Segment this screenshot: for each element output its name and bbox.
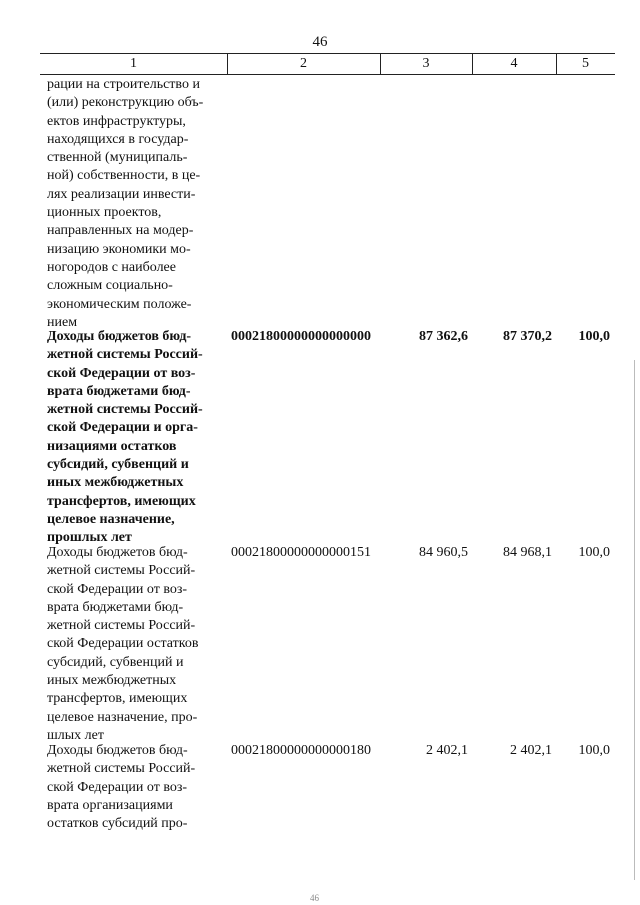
row-name-line: жетной системы Россий- [47,402,203,418]
header-col-3: 3 [380,54,473,74]
row-name-line: субсидий, субвенций и [47,654,184,670]
row-name-line: жетной системы Россий- [47,761,196,777]
header-col-4: 4 [472,54,557,74]
row-name-line: ногородов с наиболее [47,259,176,275]
row-name-line: ской Федерации остатков [47,636,199,652]
row-name-line: ектов инфраструктуры, [47,113,186,129]
row-col4-value: 2 402,1 [510,743,552,758]
row-name-line: врата бюджетами бюд- [47,599,184,615]
row-name-line: врата бюджетами бюд- [47,383,191,399]
row-name-line: рации на строительство и [47,77,200,92]
row-name-line: ской Федерации от воз- [47,779,188,795]
row-name-line: лях реализации инвести- [47,186,196,202]
row-code: 00021800000000000180 [231,743,371,758]
row-name-line: иных межбюджетных [47,475,184,491]
row-name-line: жетной системы Россий- [47,347,203,363]
row-name-line: прошлых лет [47,530,132,546]
row-name-line: Доходы бюджетов бюд- [47,329,192,344]
row-name-line: трансфертов, имеющих [47,691,188,707]
row-col3-value: 87 362,6 [419,329,468,344]
row-name-line: ционных проектов, [47,205,162,221]
row-col5-value: 100,0 [578,329,610,344]
row-name-line: жетной системы Россий- [47,563,196,579]
header-col-5: 5 [582,56,589,71]
row-name-line: иных межбюджетных [47,673,177,689]
row-name-line: экономическим положе- [47,296,192,312]
row-name-line: направленных на модер- [47,223,194,239]
row-col3-value: 84 960,5 [419,545,468,560]
row-code: 00021800000000000000 [231,329,371,344]
row-name-line: нием [47,314,78,330]
row-name-line: ской Федерации и орга- [47,420,198,436]
header-col-1: 1 [40,54,228,74]
row-col5-value: 100,0 [578,743,610,758]
row-name [47,742,225,833]
row-col3-value: 2 402,1 [426,743,468,758]
row-name-line: врата организациями [47,797,173,813]
row-name-line: (или) реконструкцию объ- [47,95,204,111]
row-name-line: низацию экономики мо- [47,241,191,257]
row-name-line: шлых лет [47,727,104,743]
page-number: 46 [312,34,328,50]
header-col-2: 2 [227,54,381,74]
row-name [47,76,225,332]
footer-page-mark: 46 [310,893,319,903]
row-name-line: ской Федерации от воз- [47,581,188,597]
row-name-line: субсидий, субвенций и [47,457,189,473]
row-col5-value: 100,0 [578,545,610,560]
row-name-line: ной) собственности, в це- [47,168,201,184]
row-name-line: остатков субсидий про- [47,816,188,832]
row-name [47,328,225,548]
row-name-line: целевое назначение, про- [47,709,198,725]
row-name-line: ственной (муниципаль- [47,150,188,166]
row-name [47,544,225,745]
table-header [40,53,615,75]
row-name-line: жетной системы Россий- [47,618,196,634]
row-name-line: Доходы бюджетов бюд- [47,545,188,560]
row-name-line: сложным социально- [47,278,173,294]
row-name-line: ской Федерации от воз- [47,365,196,381]
row-code: 00021800000000000151 [231,545,371,560]
row-col4-value: 87 370,2 [503,329,552,344]
row-name-line: низациями остатков [47,438,177,454]
row-name-line: трансфертов, имеющих [47,493,196,509]
row-name-line: Доходы бюджетов бюд- [47,743,188,758]
row-col4-value: 84 968,1 [503,545,552,560]
row-name-line: находящихся в государ- [47,131,189,147]
row-name-line: целевое назначение, [47,511,175,527]
scan-edge-line [634,360,635,880]
